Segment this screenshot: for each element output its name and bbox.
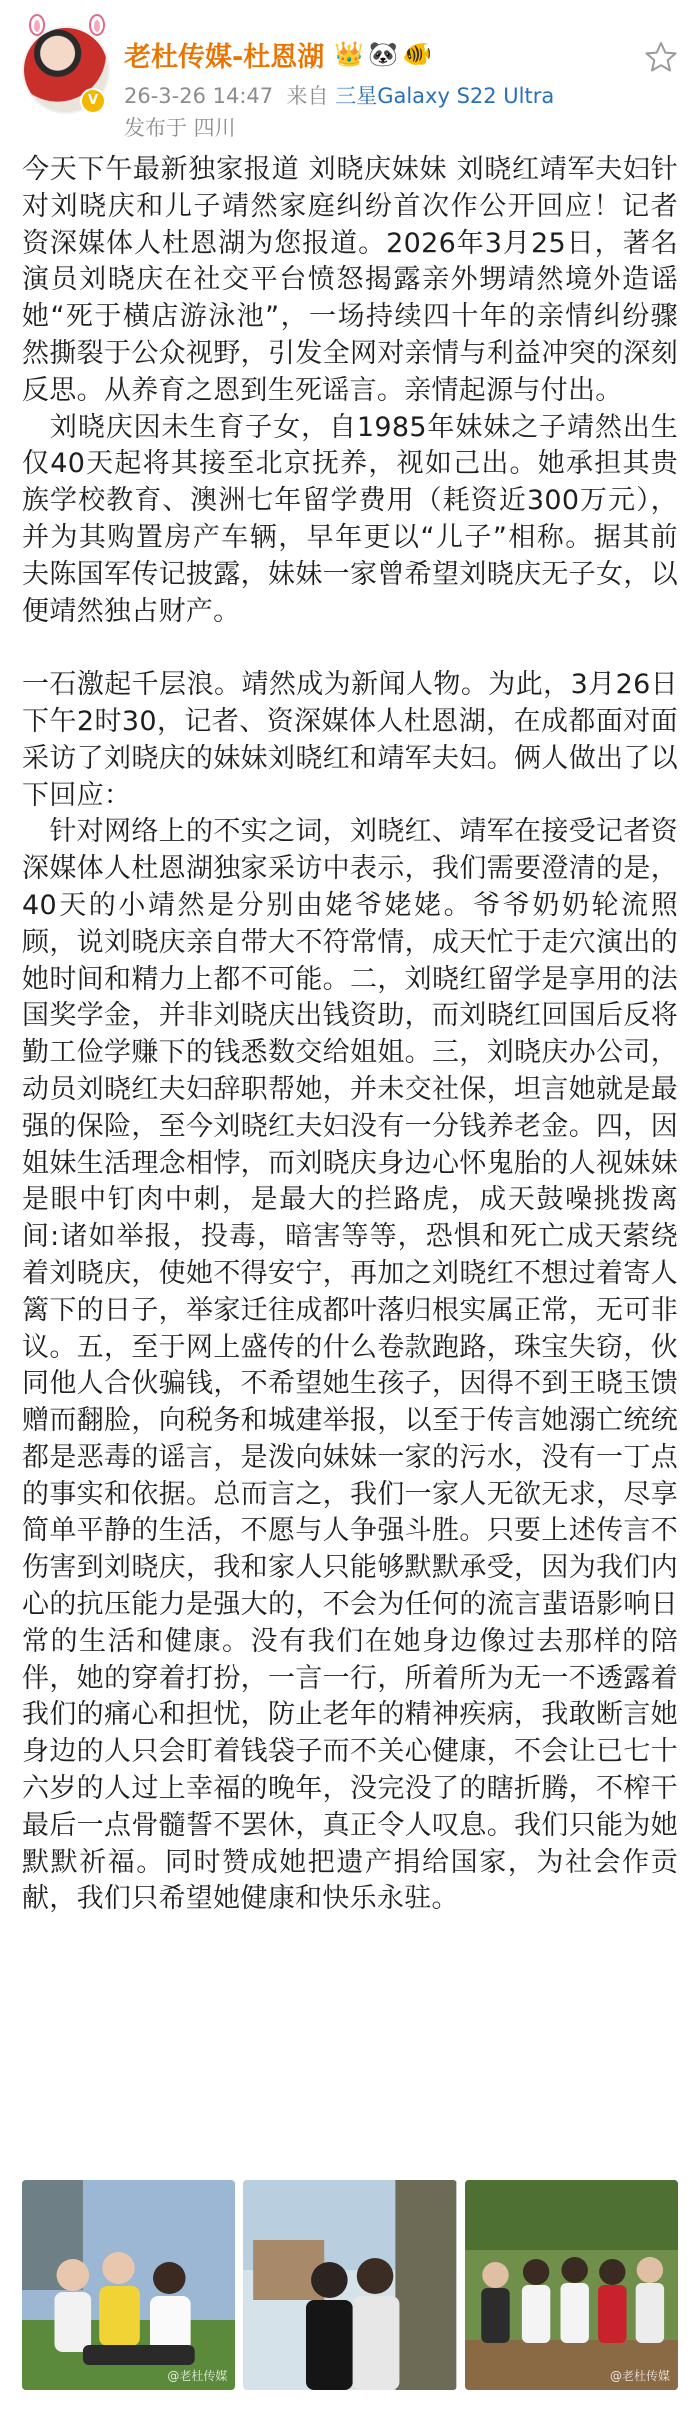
post-location: 发布于 四川 (124, 116, 236, 140)
post-paragraph: 一石激起千层浪。靖然成为新闻人物。为此，3月26日下午2时30，记者、资深媒体人杜恩湖，在成都面对面采访了刘晓庆的妹妹刘晓红和靖军夫妇。俩人做出了以下回应： (22, 669, 678, 811)
photo-watermark: @老杜传媒 (167, 2369, 228, 2383)
post-source-prefix: 来自 (286, 84, 329, 108)
post-datetime: 26-3-26 14:47 (124, 84, 274, 108)
photo-grid (22, 2180, 678, 2390)
paragraph-spacer (22, 630, 678, 667)
photo-watermark: @老杜传媒 (609, 2369, 670, 2383)
photo-image (243, 2180, 456, 2390)
photo-five-people[interactable] (465, 2180, 678, 2390)
post-paragraph: 今天下午最新独家报道 刘晓庆妹妹 刘晓红靖军夫妇针对刘晓庆和儿子靖然家庭纠纷首次作公开回应！记者 资深媒体人杜恩湖为您报道。2026年3月25日，著名演员刘晓庆在社交平台愤怒揭露亲外甥靖然境外造谣她“死于横店游泳池”，一场持续四十年的亲情纠纷骤然撕裂于公众视野，引发全网对亲情与利益冲突的深刻反思。从养育之恩到生死谣言。亲情起源与付出。 (22, 154, 678, 406)
post-body (22, 152, 678, 1918)
photo-two-women[interactable] (243, 2180, 456, 2390)
post-header (0, 0, 700, 150)
post-device-link[interactable]: 三星Galaxy S22 Ultra (335, 84, 555, 108)
photo-image (465, 2180, 678, 2390)
verified-badge-icon: V (80, 88, 106, 114)
post-meta (124, 80, 554, 110)
bunny-ear-icon (24, 14, 50, 36)
photo-image (22, 2180, 235, 2390)
author-row (124, 34, 436, 74)
star-outline-icon[interactable] (644, 40, 678, 74)
bunny-ear-icon (84, 14, 110, 36)
post-paragraph: 刘晓庆因未生育子女，自1985年妹妹之子靖然出生仅40天起将其接至北京抚养，视如己出。她承担其贵族学校教育、澳洲七年留学费用（耗资近300万元），并为其购置房产车辆，早年更以“儿子”相称。据其前夫陈国军传记披露，妹妹一家曾希望刘晓庆无子女，以便靖然独占财产。 (22, 411, 678, 627)
photo-family-group[interactable] (22, 2180, 235, 2390)
member-badges-icon[interactable]: 👑🐼🐠 (334, 40, 436, 68)
post-paragraph: 针对网络上的不实之词，刘晓红、靖军在接受记者资深媒体人杜恩湖独家采访中表示，我们需要澄清的是，40天的小靖然是分别由姥爷姥姥。爷爷奶奶轮流照顾，说刘晓庆亲自带大不符常情，成天忙于走穴演出的她时间和精力上都不可能。二，刘晓红留学是享用的法国奖学金，并非刘晓庆出钱资助，而刘晓红回国后反将勤工俭学赚下的钱悉数交给姐姐。三，刘晓庆办公司，动员刘晓红夫妇辞职帮她，并未交社保，坦言她就是最强的保险，至今刘晓红夫妇没有一分钱养老金。四，因姐妹生活理念相悖，而刘晓庆身边心怀鬼胎的人视妹妹是眼中钉肉中刺，是最大的拦路虎，成天鼓噪挑拨离间:诸如举报，投毒，暗害等等，恐惧和死亡成天萦绕着刘晓庆，使她不得安宁，再加之刘晓红不想过着寄人篱下的日子，举家迁往成都叶落归根实属正常，无可非议。五，至于网上盛传的什么卷款跑路，珠宝失窃，伙同他人合伙骗钱，不希望她生孩子，因得不到王晓玉馈赠而翻脸，向税务和城建举报，以至于传言她溺亡统统都是恶毒的谣言，是泼向妹妹一家的污水，没有一丁点的事实和依据。总而言之，我们一家人无欲无求，尽享简单平静的生活，不愿与人争强斗胜。只要上述传言不伤害到刘晓庆，我和家人只能够默默承受，因为我们内心的抗压能力是强大的，不会为任何的流言蜚语影响日常的生活和健康。没有我们在她身边像过去那样的陪伴，她的穿着打扮，一言一行，所着所为无一不透露着我们的痛心和担忧，防止老年的精神疾病，我敢断言她身边的人只会盯着钱袋子而不关心健康，不会让已七十六岁的人过上幸福的晚年，没完没了的瞎折腾，不榨干最后一点骨髓誓不罢休，真正令人叹息。我们只能为她默默祈福。同时赞成她把遗产捐给国家，为社会作贡献，我们只希望她健康和快乐永驻。 (22, 816, 678, 1915)
author-name[interactable]: 老杜传媒-杜恩湖 (124, 41, 325, 73)
